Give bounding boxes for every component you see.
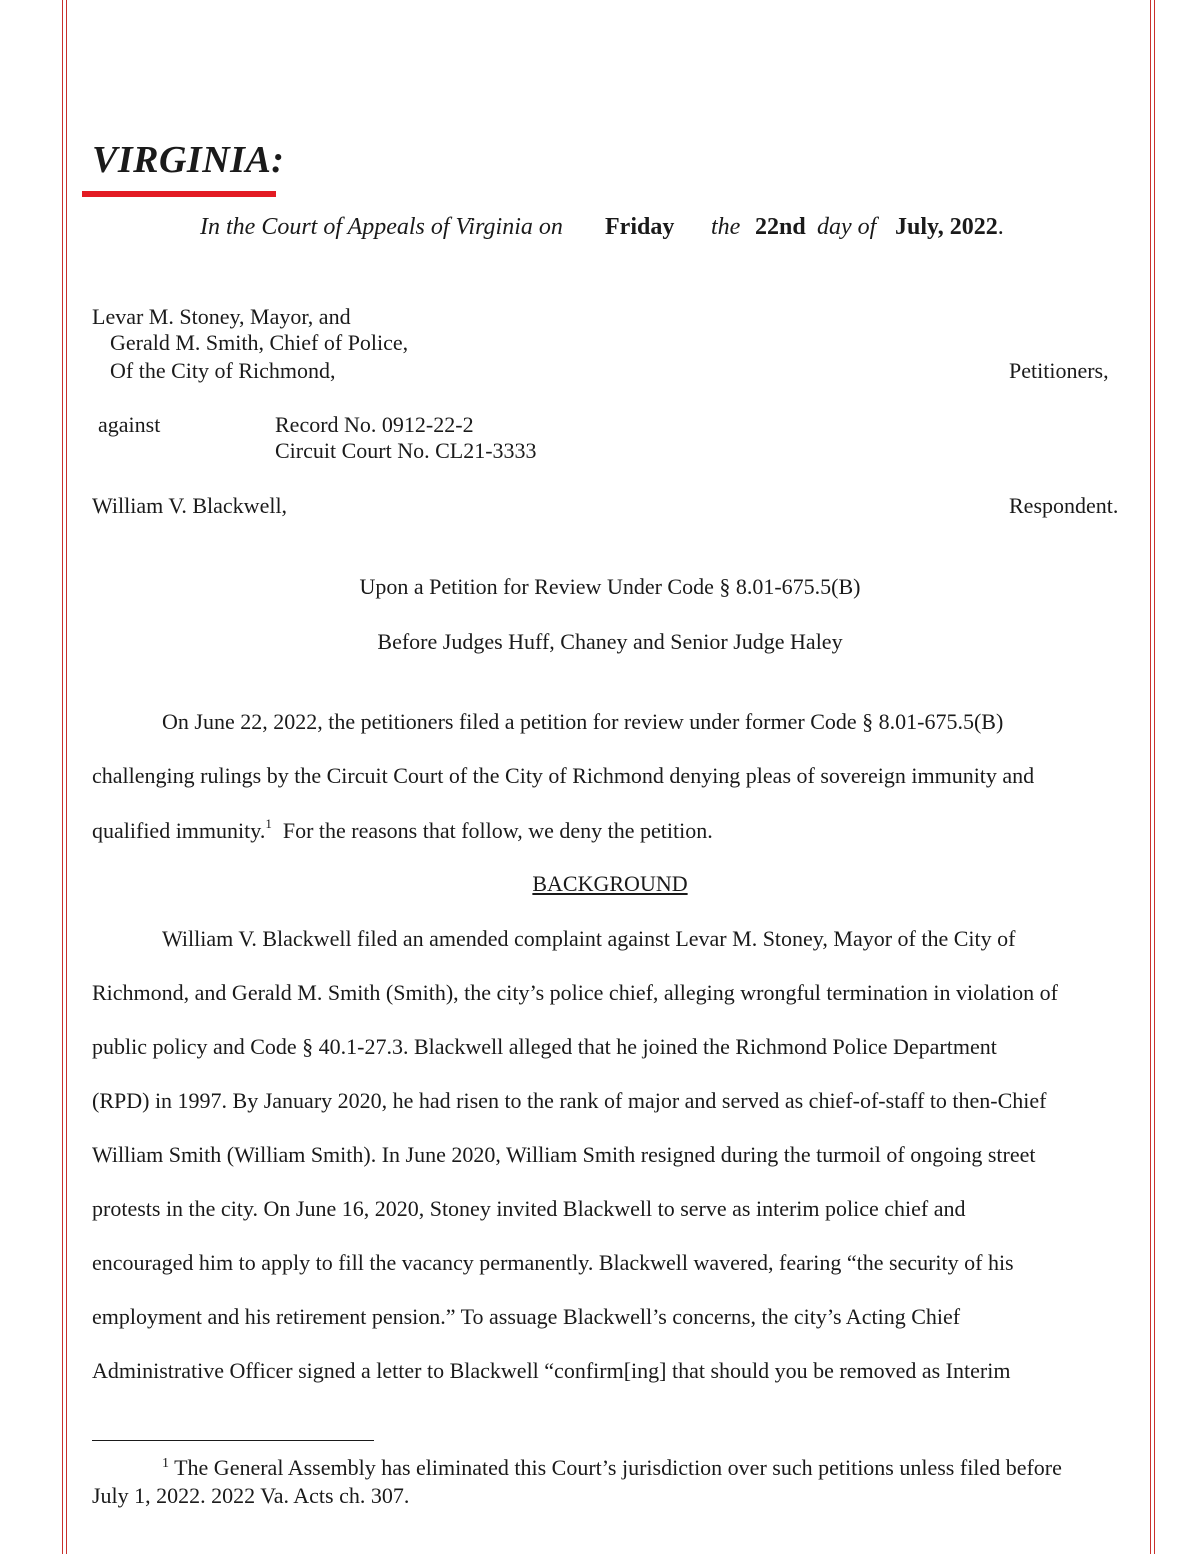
court-line-period: . — [997, 214, 1004, 240]
left-margin-line — [62, 0, 63, 1554]
intro-line-2: challenging rulings by the Circuit Court of the City of Richmond denying pleas of sovereign immunity and — [92, 763, 1035, 788]
background-heading — [0, 871, 1200, 897]
background-heading-text: BACKGROUND — [532, 871, 688, 896]
intro-line-3-end: For the reasons that follow, we deny the petition. — [271, 818, 713, 843]
footnote-line-2: July 1, 2022. 2022 Va. Acts ch. 307. — [92, 1483, 410, 1508]
background-line: Richmond, and Gerald M. Smith (Smith), the city’s police chief, alleging wrongful termination in violation of — [92, 980, 1058, 1005]
background-line: protests in the city. On June 16, 2020, Stoney invited Blackwell to serve as interim police chief and — [92, 1196, 966, 1221]
left-margin-line-inner — [66, 0, 67, 1554]
petitioners-label: Petitioners, — [1009, 358, 1109, 383]
footnote-line-1 — [162, 1455, 1062, 1481]
background-line: Administrative Officer signed a letter to Blackwell “confirm[ing] that should you be removed as Interim — [92, 1358, 1011, 1383]
footnote-reference[interactable]: 1 — [265, 816, 272, 831]
petition-heading: Upon a Petition for Review Under Code § 8.01-675.5(B) — [359, 574, 861, 599]
background-line: William Smith (William Smith). In June 2020, William Smith resigned during the turmoil of ongoing street — [92, 1142, 1036, 1167]
petitioner-line-2: Gerald M. Smith, Chief of Police, — [110, 330, 409, 355]
court-line-date — [895, 214, 1004, 241]
background-line: employment and his retirement pension.” To assuage Blackwell’s concerns, the city’s Acting Chief — [92, 1304, 961, 1329]
judges-line: Before Judges Huff, Chaney and Senior Judge Haley — [377, 629, 843, 654]
intro-line-1: On June 22, 2022, the petitioners filed a petition for review under former Code § 8.01-675.5(B) — [162, 709, 1004, 734]
record-number: Record No. 0912-22-2 — [275, 412, 474, 437]
right-margin-line — [1154, 0, 1155, 1554]
respondent-name: William V. Blackwell, — [92, 493, 288, 518]
court-line-weekday: Friday — [605, 214, 675, 240]
background-line: encouraged him to apply to fill the vacancy permanently. Blackwell wavered, fearing “the security of his — [92, 1250, 1014, 1275]
court-line-day: 22nd — [755, 214, 806, 240]
footnote-text-1: The General Assembly has eliminated this Court’s jurisdiction over such petitions unless filed before — [169, 1455, 1062, 1480]
intro-line-3-start: qualified immunity. — [92, 818, 266, 843]
against-label: against — [98, 412, 161, 437]
background-line: William V. Blackwell filed an amended complaint against Levar M. Stoney, Mayor of the City of — [162, 926, 1016, 951]
petitioner-line-3: Of the City of Richmond, — [110, 358, 336, 383]
respondent-label: Respondent. — [1009, 493, 1119, 518]
court-line-month-year: July, 2022 — [895, 214, 998, 240]
circuit-court-number: Circuit Court No. CL21-3333 — [275, 438, 537, 463]
footnote-number: 1 — [162, 1456, 169, 1471]
background-line: public policy and Code § 40.1-27.3. Blackwell alleged that he joined the Richmond Police Department — [92, 1034, 997, 1059]
petitioner-line-1: Levar M. Stoney, Mayor, and — [92, 304, 351, 329]
state-title-underline — [82, 191, 276, 197]
court-line-the: the — [711, 214, 741, 240]
background-line: (RPD) in 1997. By January 2020, he had risen to the rank of major and served as chief-of-staff to then-Chief — [92, 1088, 1047, 1113]
court-line-day-of: day of — [817, 214, 877, 240]
intro-line-3 — [92, 818, 713, 844]
footnote-separator — [92, 1440, 374, 1441]
state-title: VIRGINIA: — [92, 139, 285, 181]
court-line-prefix: In the Court of Appeals of Virginia on — [200, 214, 563, 240]
right-margin-line-inner — [1150, 0, 1151, 1554]
